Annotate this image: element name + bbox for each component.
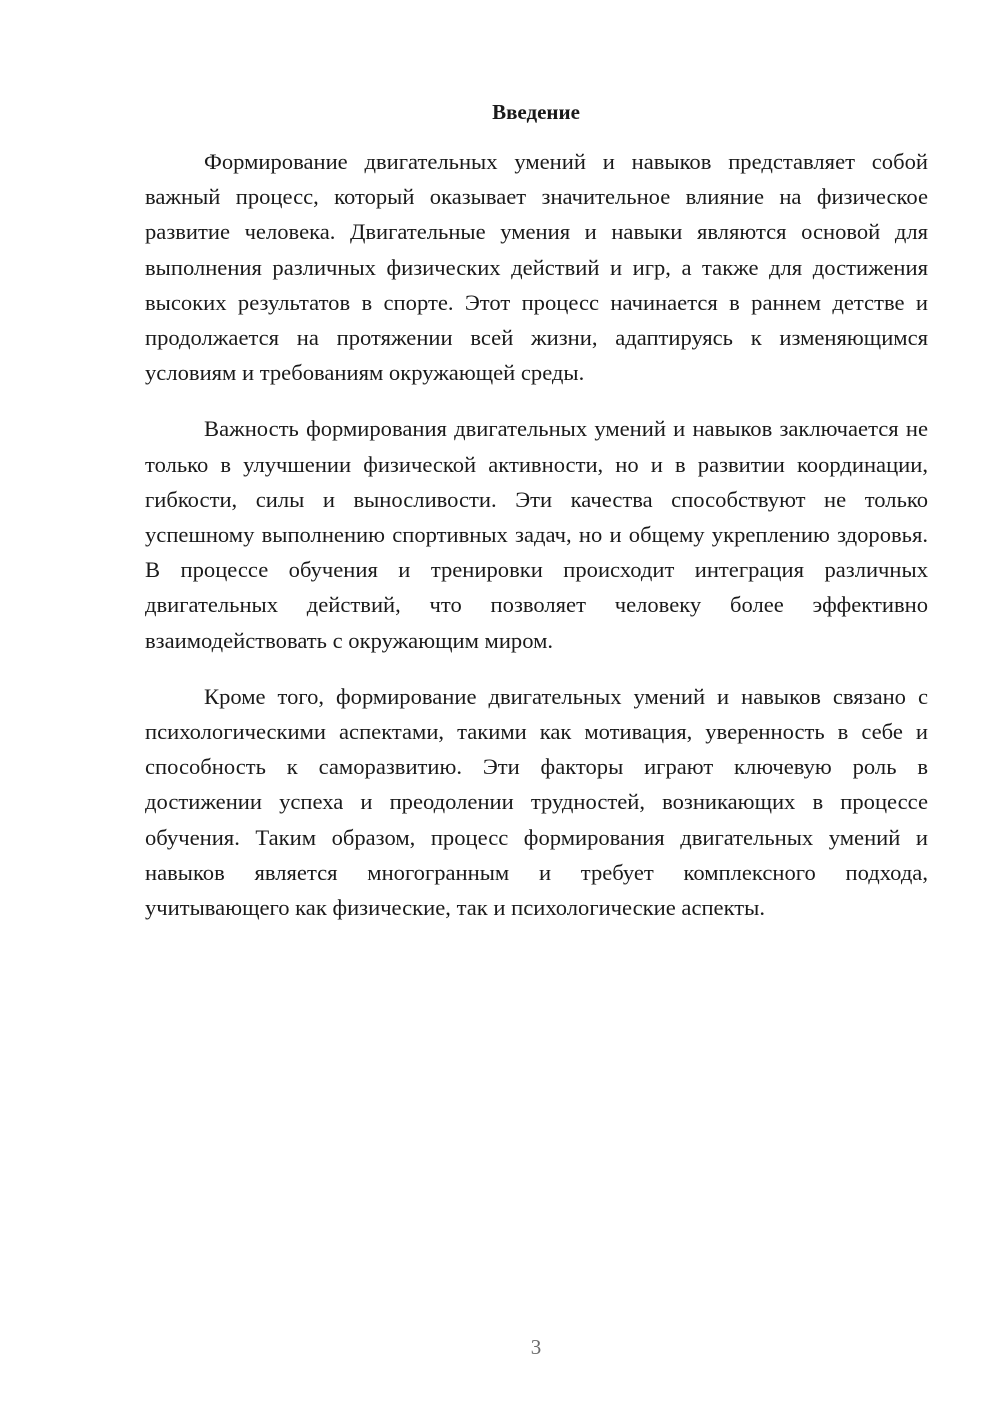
paragraph-1: Формирование двигательных умений и навыков представляет собой важный процесс, который оказывает значительное влияние на физическое развитие человека. Двигательные умения и навыки являются основой для выполнения различных физических действий и игр, а также для достижения высоких результатов в спорте. Этот процесс начинается в раннем детстве и продолжается на протяжении всей жизни, адаптируясь к изменяющимся условиям и требованиям окружающей среды. [145, 149, 928, 386]
paragraph-3: Кроме того, формирование двигательных умений и навыков связано с психологическими аспектами, такими как мотивация, уверенность в себе и способность к саморазвитию. Эти факторы играют ключевую роль в достижении успеха и преодолении трудностей, возникающих в процессе обучения. Таким образом, процесс формирования двигательных умений и навыков является многогранным и требует комплексного подхода, учитывающего как физические, так и психологические аспекты. [145, 683, 928, 921]
body-text [145, 144, 928, 946]
page-number: 3 [530, 1335, 542, 1359]
paragraph-2: Важность формирования двигательных умений и навыков заключается не только в улучшении физической активности, но и в развитии координации, гибкости, силы и выносливости. Эти качества способствуют не только успешному выполнению спортивных задач, но и общему укреплению здоровья. В процессе обучения и тренировки происходит интеграция различных двигательных действий, что позволяет человеку более эффективно взаимодействовать с окружающим миром. [145, 416, 928, 653]
page-title: Введение [492, 100, 580, 124]
